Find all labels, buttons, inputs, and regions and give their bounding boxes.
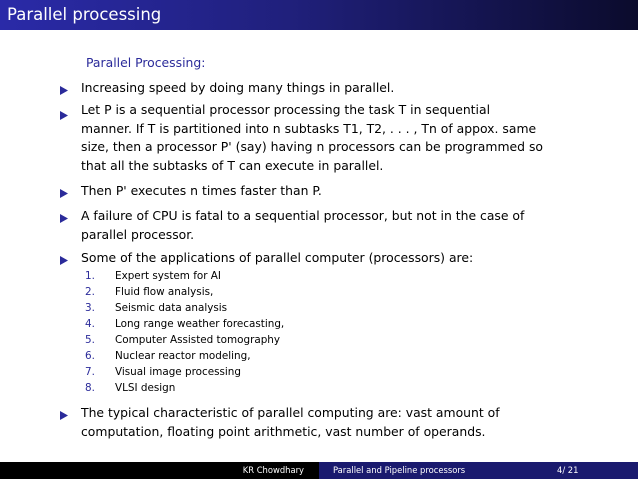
list-item: Visual image processing [115, 366, 241, 378]
bullet-line: that all the subtasks of T can execute in parallel. [81, 157, 384, 173]
slide-footer [0, 462, 638, 479]
list-number: 7. [85, 366, 95, 378]
bullet-text [81, 404, 500, 441]
section-title: Parallel Processing: [86, 55, 206, 70]
bullet-line: parallel processor. [81, 226, 195, 242]
footer-title: Parallel and Pipeline processors [333, 465, 466, 475]
list-number: 2. [85, 286, 95, 298]
bullet-line: Some of the applications of parallel computer (processors) are: [81, 250, 474, 265]
list-number: 5. [85, 334, 95, 346]
footer-info [319, 462, 638, 479]
bullet-arrow-icon [60, 86, 69, 95]
list-number: 3. [85, 302, 95, 314]
slide-title: Parallel processing [7, 5, 162, 24]
bullet-arrow-icon [60, 214, 69, 223]
list-number: 4. [85, 318, 95, 330]
bullet-line: Let P is a sequential processor processing the task T in sequential [81, 102, 491, 117]
footer-author-text: KR Chowdhary [242, 465, 304, 475]
list-item: Nuclear reactor modeling, [115, 350, 251, 362]
list-item: Expert system for AI [115, 270, 221, 282]
list-item: Computer Assisted tomography [115, 334, 281, 346]
list-item: Seismic data analysis [115, 302, 228, 314]
list-item: Fluid flow analysis, [115, 286, 214, 298]
bullet-arrow-icon [60, 111, 69, 120]
bullet-line: Then P' executes n times faster than P. [81, 183, 322, 198]
bullet-line: Increasing speed by doing many things in parallel. [81, 80, 395, 95]
bullet-line: The typical characteristic of parallel computing are: vast amount of [81, 405, 500, 420]
bullet-line: A failure of CPU is fatal to a sequential processor, but not in the case of [81, 208, 525, 223]
page-number: 4/ 21 [557, 465, 579, 475]
list-number: 6. [85, 350, 95, 362]
list-item: Long range weather forecasting, [115, 318, 285, 330]
bullet-line: size, then a processor P' (say) having n processors can be programmed so [81, 139, 543, 155]
list-number: 1. [85, 270, 95, 282]
bullet-line: computation, floating point arithmetic, vast number of operands. [81, 423, 486, 439]
bullet-text [81, 79, 394, 98]
bullet-arrow-icon [60, 411, 69, 420]
bullet-text [81, 207, 524, 244]
bullet-arrow-icon [60, 256, 69, 265]
footer-author [0, 462, 319, 479]
list-item: VLSI design [115, 382, 176, 394]
bullet-text [81, 182, 322, 201]
bullet-text [81, 101, 543, 175]
bullet-line: manner. If T is partitioned into n subtasks T1, T2, . . . , Tn of appox. same [81, 120, 537, 136]
bullet-arrow-icon [60, 189, 69, 198]
list-number: 8. [85, 382, 95, 394]
bullet-text [81, 249, 473, 268]
